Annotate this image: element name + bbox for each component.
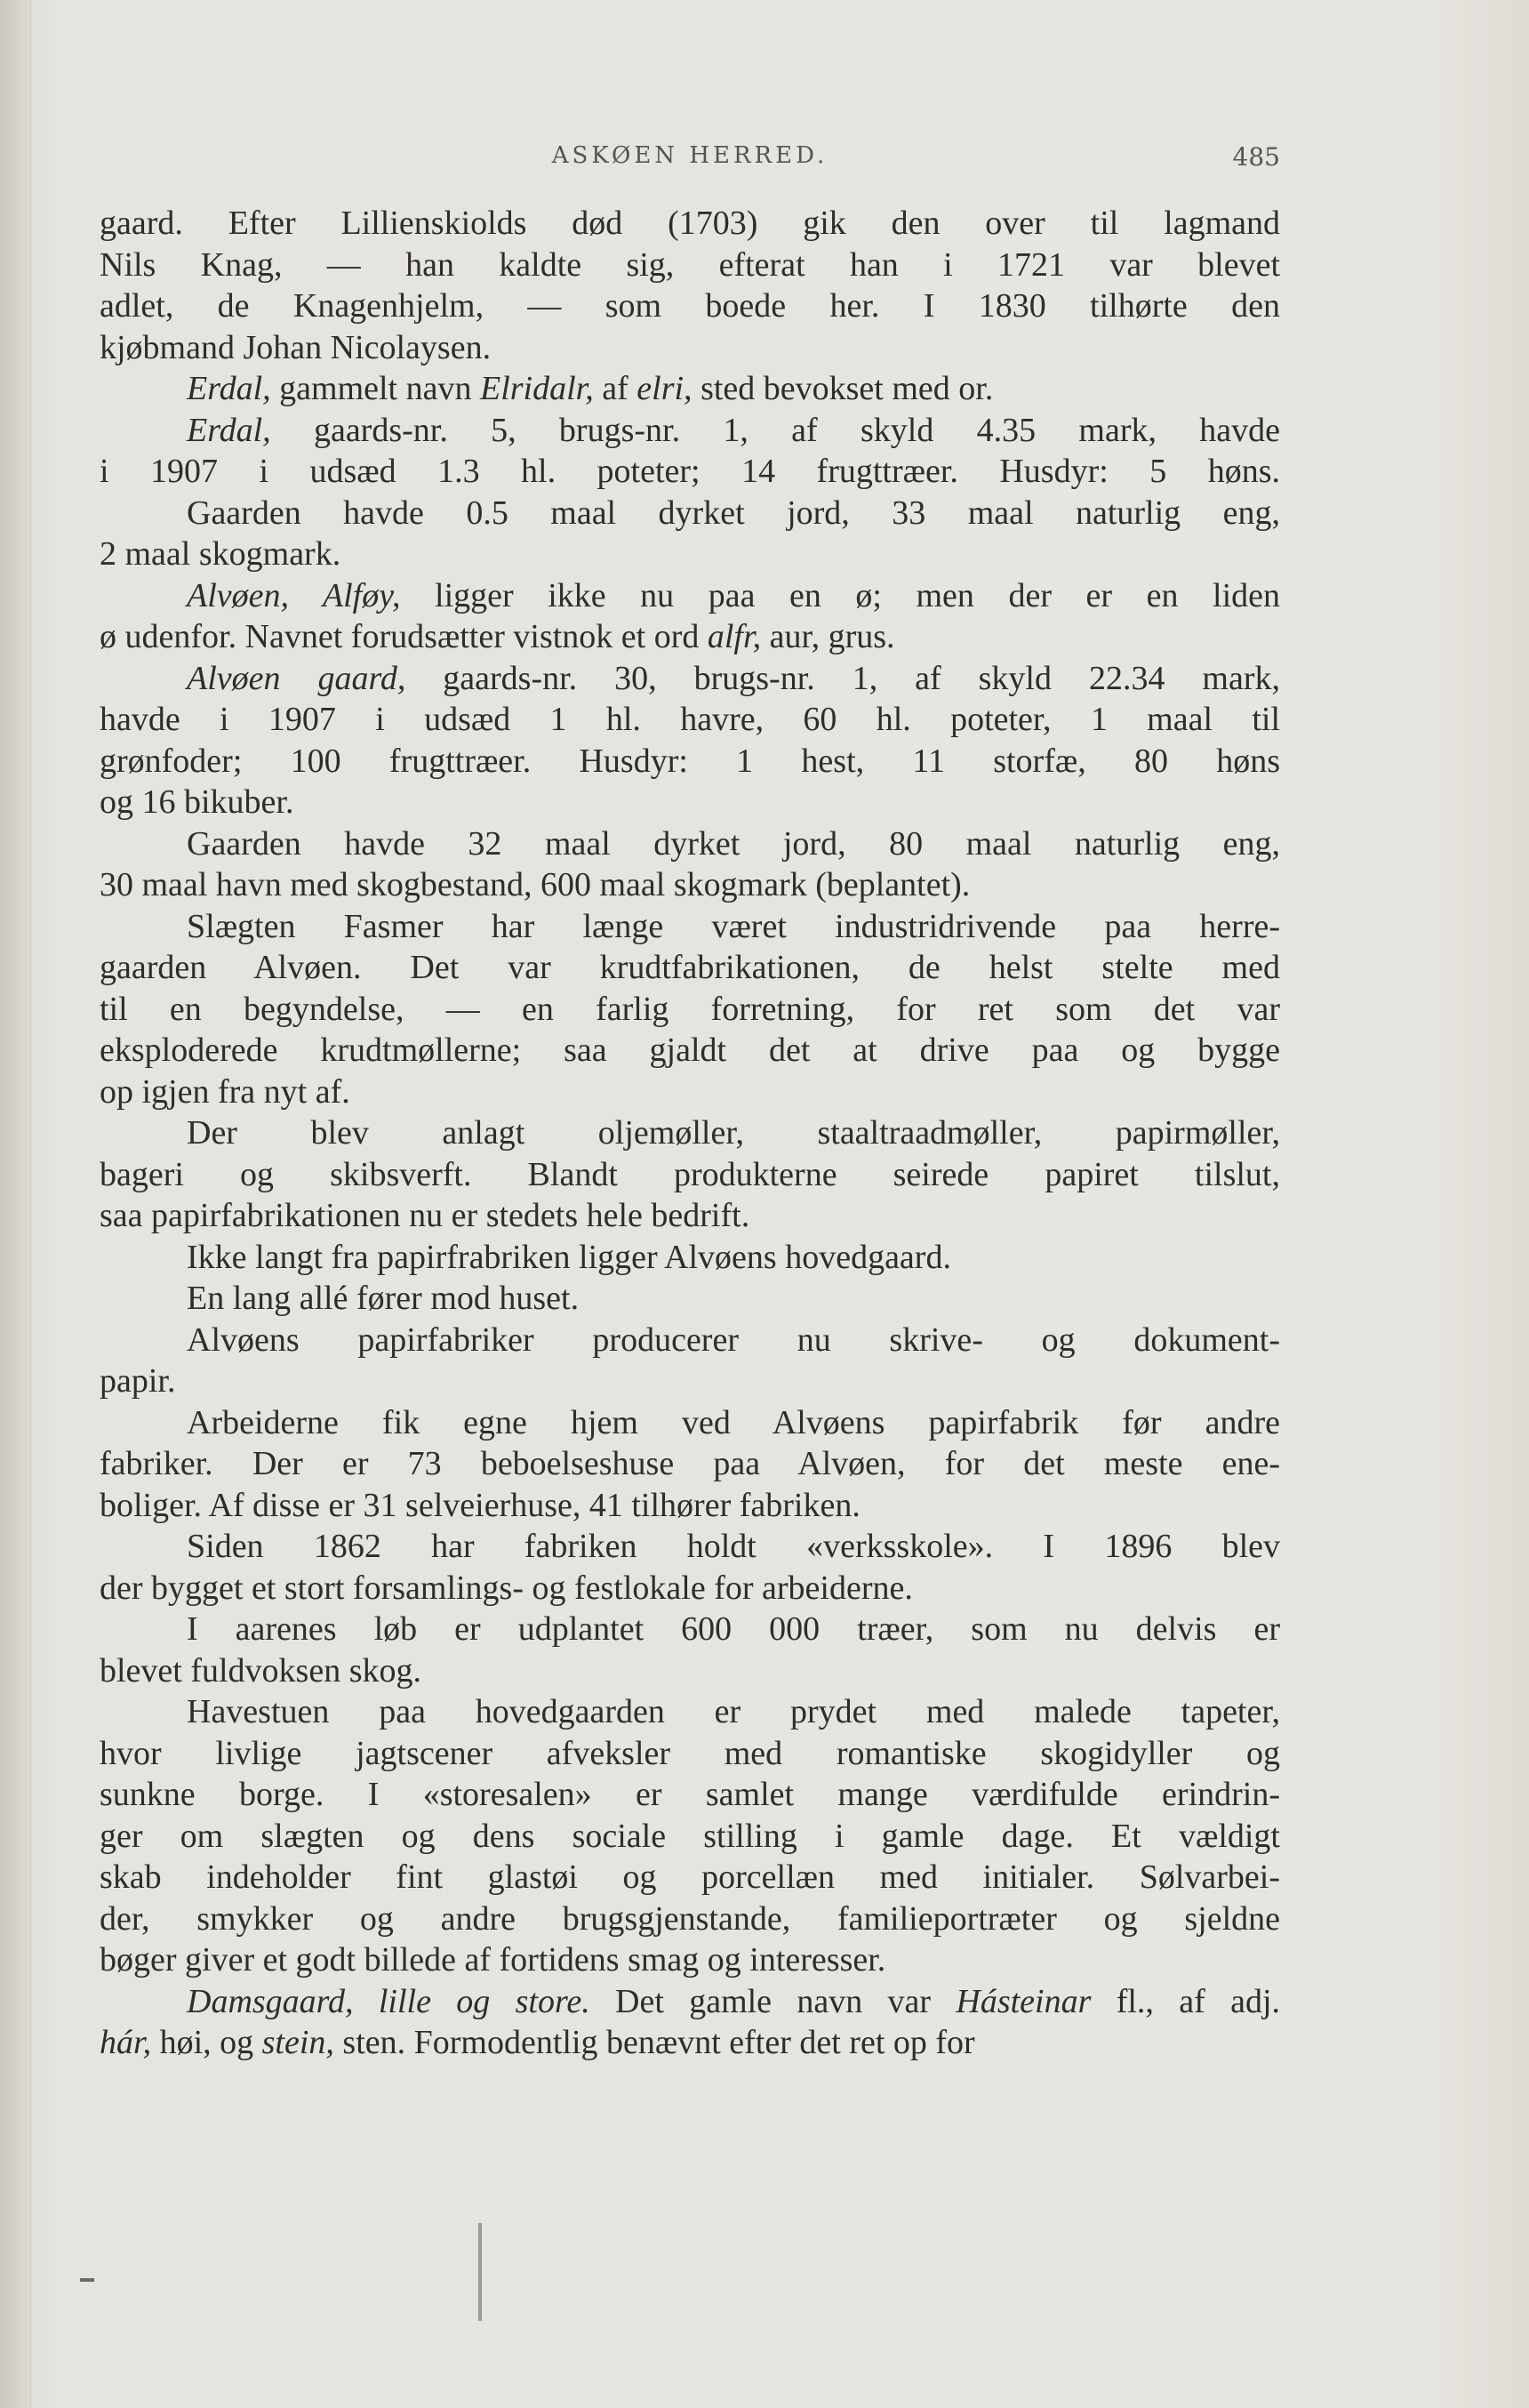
text-line bbox=[100, 782, 1280, 823]
line-text: Arbeiderne fik egne hjem ved Alvøens papirfabrik før andre bbox=[187, 1403, 1280, 1441]
text-line bbox=[100, 906, 1280, 948]
line-text: Alvøens papirfabriker producerer nu skrive- og dokument- bbox=[187, 1320, 1280, 1359]
line-text: adlet, de Knagenhjelm, — som boede her. I 1830 tilhørte den bbox=[100, 287, 1280, 325]
text-line bbox=[100, 989, 1280, 1031]
text-line bbox=[100, 1691, 1280, 1733]
book-binding-edge bbox=[0, 0, 31, 2408]
line-text: og 16 bikuber. bbox=[100, 783, 294, 821]
text-line bbox=[100, 1981, 1280, 2023]
text-line bbox=[100, 1857, 1280, 1898]
line-text: 30 maal havn med skogbestand, 600 maal skogmark (beplantet). bbox=[100, 866, 971, 903]
text-line bbox=[100, 741, 1280, 783]
line-text: til en begyndelse, — en farlig forretning, for ret som det var bbox=[100, 990, 1280, 1028]
text-line bbox=[100, 1112, 1280, 1154]
italic-term: Erdal, bbox=[187, 411, 271, 449]
line-text: skab indeholder fint glastøi og porcellæn med initialer. Sølvarbei- bbox=[100, 1858, 1280, 1896]
text-line bbox=[100, 410, 1280, 452]
text-line bbox=[100, 1526, 1280, 1568]
line-text: aur, grus. bbox=[761, 618, 895, 655]
line-text: Gaarden havde 32 maal dyrket jord, 80 maal naturlig eng, bbox=[187, 824, 1280, 863]
text-line bbox=[100, 1733, 1280, 1775]
page-number: 485 bbox=[1232, 142, 1280, 172]
line-text: 2 maal skogmark. bbox=[100, 535, 341, 573]
line-text: boliger. Af disse er 31 selveierhuse, 41 tilhører fabriken. bbox=[100, 1486, 861, 1524]
page-header bbox=[100, 142, 1280, 181]
line-text: bøger giver et godt billede af fortidens smag og interesser. bbox=[100, 1941, 886, 1979]
line-text: af bbox=[593, 370, 637, 407]
line-text: havde i 1907 i udsæd 1 hl. havre, 60 hl. poteter, 1 maal til bbox=[100, 701, 1280, 738]
line-text: eksploderede krudtmøllerne; saa gjaldt det at drive paa og bygge bbox=[100, 1031, 1280, 1069]
text-line bbox=[100, 1361, 1280, 1402]
line-text: fl., af adj. bbox=[1091, 1982, 1280, 2020]
text-line bbox=[100, 245, 1280, 286]
text-line bbox=[100, 534, 1280, 575]
text-line bbox=[100, 864, 1280, 906]
text-line bbox=[100, 1154, 1280, 1196]
line-text: gaarden Alvøen. Det var krudtfabrikationen, de helst stelte med bbox=[100, 949, 1280, 986]
text-line bbox=[100, 1278, 1280, 1320]
text-line bbox=[100, 823, 1280, 865]
text-line bbox=[100, 368, 1280, 410]
italic-term: Alvøen, Alføy, bbox=[187, 576, 401, 614]
line-text: sted bevokset med or. bbox=[692, 370, 994, 407]
text-line bbox=[100, 1443, 1280, 1485]
line-text: bageri og skibsverft. Blandt produkterne seirede papiret tilslut, bbox=[100, 1155, 1280, 1193]
italic-term: alfr, bbox=[707, 618, 762, 655]
line-text: Havestuen paa hovedgaarden er prydet med malede tapeter, bbox=[187, 1693, 1280, 1730]
text-line bbox=[100, 1320, 1280, 1361]
line-text: Siden 1862 har fabriken holdt «verksskole». I 1896 blev bbox=[187, 1528, 1280, 1565]
line-text: blevet fuldvoksen skog. bbox=[100, 1651, 422, 1690]
line-text: gaards-nr. 30, brugs-nr. 1, af skyld 22.34 mark, bbox=[405, 659, 1280, 697]
line-text: saa papirfabrikationen nu er stedets hele bedrift. bbox=[100, 1197, 750, 1234]
body-text bbox=[100, 203, 1280, 2064]
scan-margin-mark bbox=[478, 2223, 482, 2321]
text-line bbox=[100, 1402, 1280, 1444]
text-line bbox=[100, 699, 1280, 741]
text-line bbox=[100, 1650, 1280, 1692]
line-text: Gaarden havde 0.5 maal dyrket jord, 33 maal naturlig eng, bbox=[187, 494, 1280, 532]
text-line bbox=[100, 658, 1280, 700]
text-line bbox=[100, 1195, 1280, 1237]
line-text: gaard. Efter Lillienskiolds død (1703) gik den over til lagmand bbox=[100, 205, 1280, 242]
text-line bbox=[100, 1072, 1280, 1113]
text-line bbox=[100, 616, 1280, 658]
line-text: gammelt navn bbox=[270, 370, 480, 407]
text-line bbox=[100, 1485, 1280, 1527]
text-line bbox=[100, 203, 1280, 245]
line-text: I aarenes løb er udplantet 600 000 træer, som nu delvis er bbox=[187, 1610, 1280, 1648]
line-text: papir. bbox=[100, 1362, 176, 1400]
line-text: gaards-nr. 5, brugs-nr. 1, af skyld 4.35 mark, havde bbox=[270, 411, 1280, 449]
line-text: Ikke langt fra papirfrabriken ligger Alvøens hovedgaard. bbox=[187, 1238, 951, 1276]
line-text: Der blev anlagt oljemøller, staaltraadmøller, papirmøller, bbox=[187, 1114, 1280, 1152]
text-line bbox=[100, 285, 1280, 327]
italic-term: hár, bbox=[100, 2024, 152, 2061]
text-line bbox=[100, 1816, 1280, 1858]
italic-term: Damsgaard, lille og store. bbox=[187, 1982, 590, 2020]
text-line bbox=[100, 1237, 1280, 1279]
text-line bbox=[100, 575, 1280, 617]
line-text: hvor livlige jagtscener afveksler med romantiske skogidyller og bbox=[100, 1734, 1280, 1772]
text-line bbox=[100, 1898, 1280, 1940]
italic-term: stein, bbox=[261, 2024, 334, 2061]
line-text: Slægten Fasmer har længe været industridrivende paa herre- bbox=[187, 907, 1280, 945]
italic-term: Erdal, bbox=[187, 370, 271, 407]
line-text: kjøbmand Johan Nicolaysen. bbox=[100, 328, 492, 366]
text-line bbox=[100, 1030, 1280, 1072]
text-line bbox=[100, 493, 1280, 534]
text-line bbox=[100, 1774, 1280, 1816]
italic-term: Alvøen gaard, bbox=[187, 659, 406, 697]
line-text: sten. Formodentlig benævnt efter det ret op for bbox=[333, 2024, 975, 2061]
italic-term: elri, bbox=[636, 370, 692, 407]
line-text: En lang allé fører mod huset. bbox=[187, 1280, 580, 1317]
text-line bbox=[100, 947, 1280, 989]
line-text: ger om slægten og dens sociale stilling i gamle dage. Et vældigt bbox=[100, 1817, 1280, 1855]
line-text: ø udenfor. Navnet forudsætter vistnok et ord bbox=[100, 618, 708, 655]
line-text: der bygget et stort forsamlings- og festlokale for arbeiderne. bbox=[100, 1569, 913, 1607]
text-line bbox=[100, 1568, 1280, 1609]
line-text: grønfoder; 100 frugttræer. Husdyr: 1 hest, 11 storfæ, 80 høns bbox=[100, 742, 1280, 780]
italic-term: Hásteinar bbox=[956, 1982, 1092, 2020]
line-text: op igjen fra nyt af. bbox=[100, 1072, 350, 1111]
italic-term: Elridalr, bbox=[480, 370, 594, 407]
line-text: høi, og bbox=[151, 2024, 262, 2061]
line-text: ligger ikke nu paa en ø; men der er en liden bbox=[400, 576, 1280, 614]
line-text: Nils Knag, — han kaldte sig, efterat han i 1721 var blevet bbox=[100, 245, 1280, 284]
line-text: i 1907 i udsæd 1.3 hl. poteter; 14 frugttræer. Husdyr: 5 høns. bbox=[100, 453, 1280, 490]
text-line bbox=[100, 1609, 1280, 1650]
line-text: Det gamle navn var bbox=[589, 1982, 957, 2020]
scan-corner-mark bbox=[80, 2278, 94, 2282]
line-text: der, smykker og andre brugsgjenstande, familieportræter og sjeldne bbox=[100, 1899, 1280, 1938]
text-line bbox=[100, 327, 1280, 369]
running-head: ASKØEN HERRED. bbox=[551, 142, 829, 169]
text-line bbox=[100, 2022, 1280, 2064]
line-text: sunkne borge. I «storesalen» er samlet mange værdifulde erindrin- bbox=[100, 1776, 1280, 1813]
line-text: fabriker. Der er 73 beboelseshuse paa Alvøen, for det meste ene- bbox=[100, 1445, 1280, 1482]
text-line bbox=[100, 451, 1280, 493]
text-line bbox=[100, 1939, 1280, 1981]
